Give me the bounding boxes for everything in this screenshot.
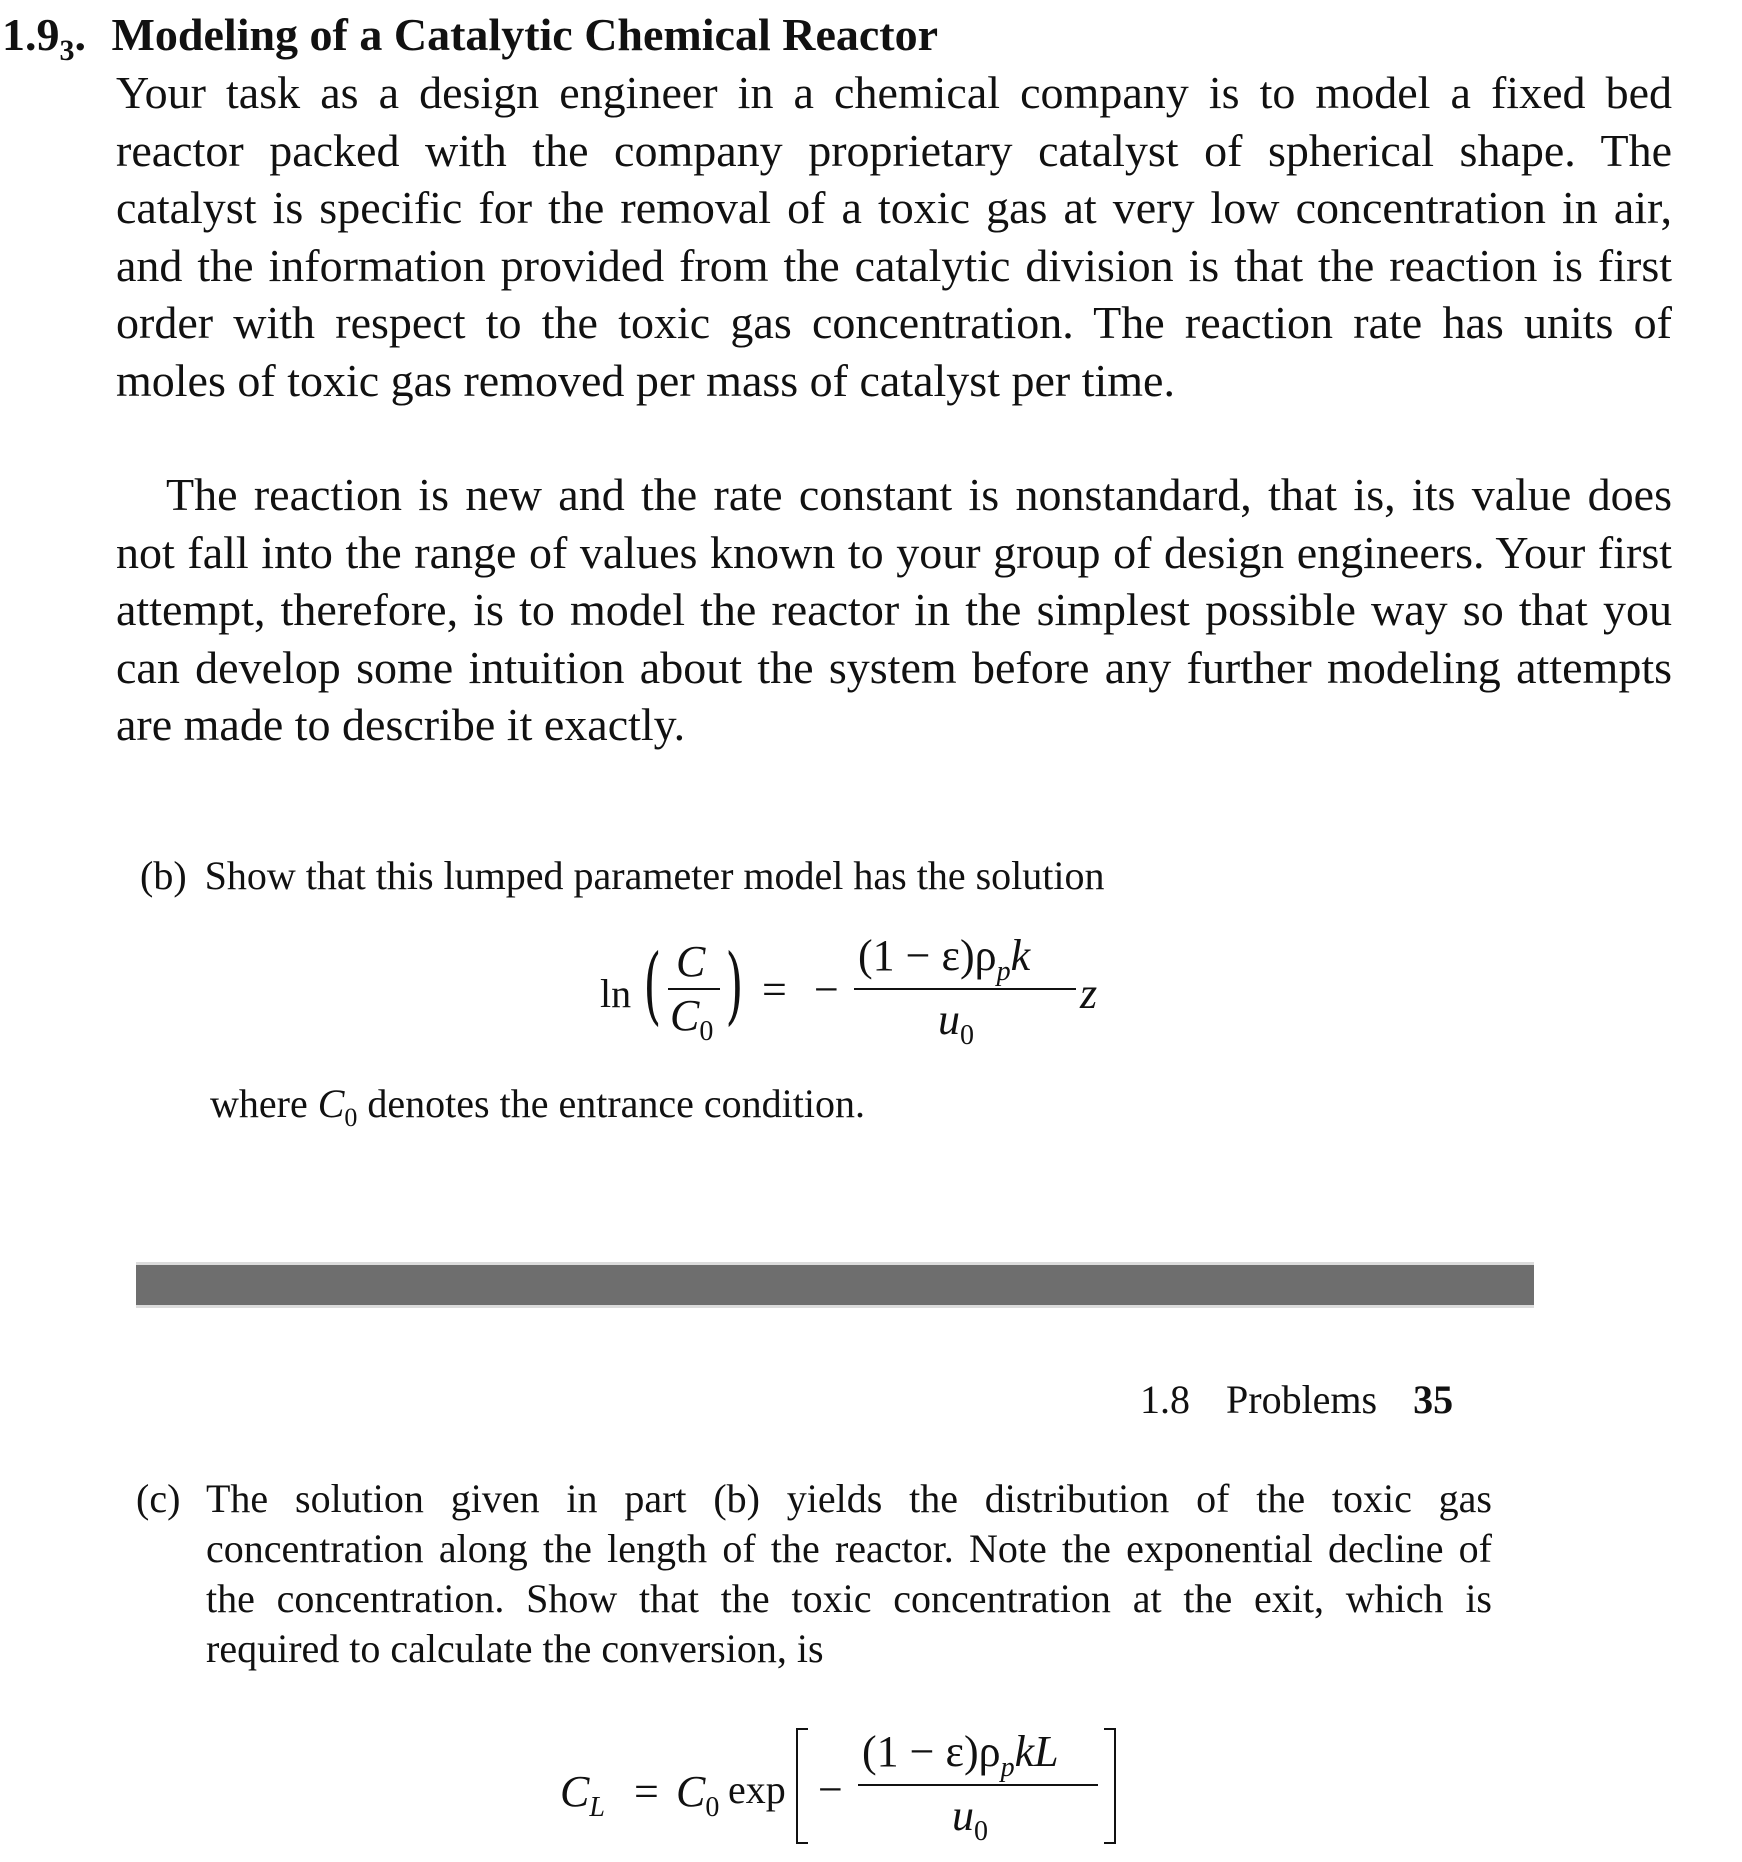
running-head-section: 1.8 (1140, 1377, 1190, 1422)
eq-b-rhs-fraction-line (854, 988, 1076, 990)
page-divider-bar (136, 1262, 1534, 1308)
problem-heading (2, 8, 938, 68)
eq-c-c0: $C_0$ (676, 1767, 720, 1823)
part-b-label: (b) (140, 853, 187, 898)
eq-b-rhs-denominator: $u_0$ (938, 995, 974, 1051)
paragraph-1: Your task as a design engineer in a chemical company is to model a fixed bed reactor packed with the company proprietary catalyst of spherical shape. The catalyst is specific for the removal of a toxic gas at very low concentration in air, and the information provided from the catalytic division is that the reaction is first order with respect to the toxic gas concentration. The reaction rate has units of moles of toxic gas removed per mass of catalyst per time. (116, 67, 1672, 406)
eq-c-lhs: $C_L$ (560, 1767, 605, 1823)
eq-b-minus: − (814, 965, 839, 1014)
equation-b (600, 930, 1120, 1050)
equation-c (560, 1728, 1120, 1858)
eq-c-minus: − (818, 1765, 843, 1814)
running-head (1140, 1376, 1453, 1423)
eq-c-exp: exp (728, 1767, 786, 1812)
problem-title: Modeling of a Catalytic Chemical Reactor (111, 9, 939, 60)
running-head-title: Problems (1226, 1377, 1378, 1422)
eq-b-rhs-numerator: $(1 - \varepsilon)\rho_pk$ (858, 931, 1031, 987)
eq-c-fraction-line (858, 1784, 1098, 1786)
part-c-prompt (136, 1474, 1492, 1674)
eq-b-denominator: $C_0$ (670, 991, 714, 1047)
eq-c-denominator: $u_0$ (952, 1791, 988, 1847)
part-b-text: Show that this lumped parameter model has the solution (204, 853, 1105, 898)
part-b-where-text: where $C_0$ denotes the entrance condition. (210, 1081, 866, 1132)
part-c-text: The solution given in part (b) yields the distribution of the toxic gas concentration along the length of the reactor. Note the exponential decline of the concentration. Show that the toxic concentration at the exit, which is required to calculate the conversion, is (206, 1476, 1492, 1671)
part-b-prompt (140, 852, 1104, 899)
eq-b-ln: ln (600, 971, 632, 1016)
eq-b-z: z (1080, 969, 1098, 1018)
eq-c-equals: = (634, 1767, 659, 1816)
eq-b-right-paren: ) (725, 936, 744, 1034)
eq-b-numerator: C (676, 937, 706, 986)
eq-c-left-bracket (796, 1728, 808, 1844)
problem-number: $1.9_3$. (2, 9, 86, 67)
page-number: 35 (1413, 1377, 1454, 1422)
eq-b-left-paren: ( (643, 936, 662, 1034)
paragraph-2: The reaction is new and the rate constant is nonstandard, that is, its value does not fall into the range of values known to your group of design engineers. Your first attempt, therefore, is to model the reactor in the simplest possible way so that you can develop some intuition about the system before any further modeling attempts are made to describe it exactly. (116, 469, 1672, 750)
part-c-label: (c) (136, 1476, 181, 1521)
eq-c-numerator: $(1 - \varepsilon)\rho_pkL$ (862, 1727, 1059, 1783)
eq-c-right-bracket (1104, 1728, 1116, 1844)
eq-b-equals: = (762, 965, 787, 1014)
